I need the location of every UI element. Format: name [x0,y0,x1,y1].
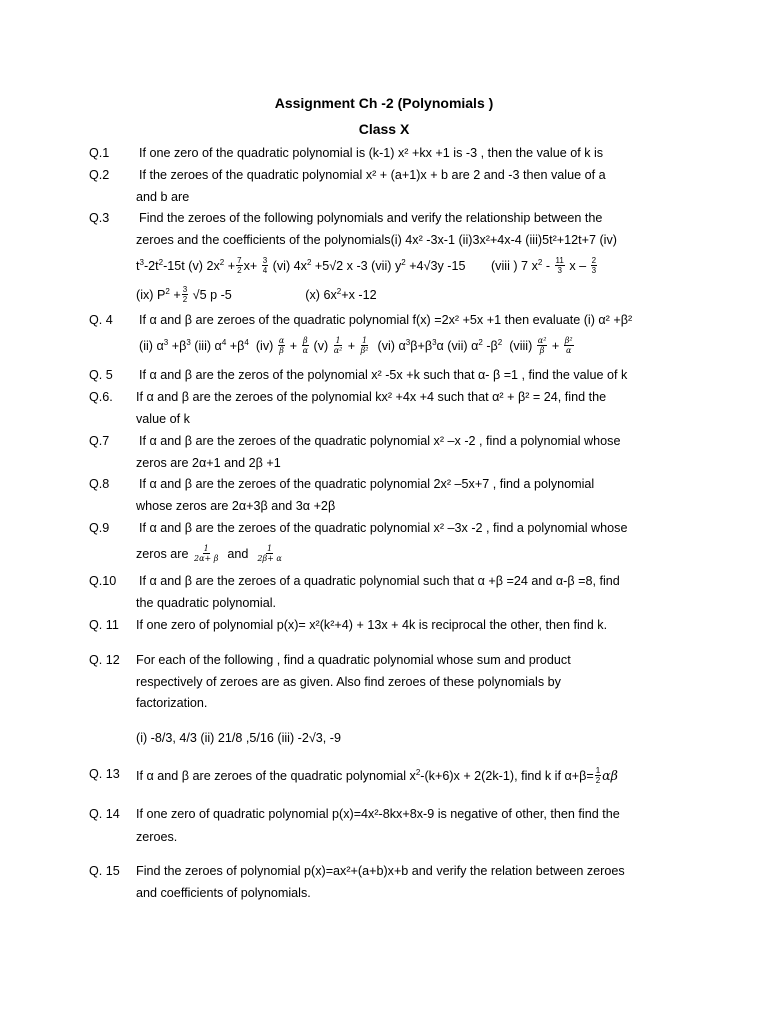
fraction-1-2alpha-beta: $\frac{1}{2\alpha+ \beta}$ [194,544,219,563]
question-text: If one zero of the quadratic polynomial is (k-1) x² +kx +1 is -3 , then the value of k is [139,146,604,160]
question-text: If α and β are the zeros of the polynomial x² -5x +k such that α- β =1 , find the value of k [139,368,628,382]
question-text: If α and β are the zeroes of the quadratic polynomial x² –x -2 , find a polynomial whose [139,434,621,448]
fraction-1-2: $\frac{1}{2}$ [595,766,601,785]
fraction-3-4: $\frac{3}{4}$ [262,256,268,275]
fraction-1-alpha2: $\frac{1}{\text{α²}}$ [333,336,343,355]
question-number: Q.1 [89,146,110,160]
fraction-beta-alpha: $\frac{\beta}{\alpha}$ [302,336,309,355]
question-text-math: If α and β are zeroes of the quadratic polynomial $x^2-(k+6)x + 2(2k-1)$, find k if α+β= $\frac{1}{2}$ αβ [136,766,618,785]
question-text: Find the zeroes of polynomial p(x)=ax²+(a+b)x+b and verify the relation between zeroes [136,864,625,878]
fraction-7-2: $\frac{7}{2}$ [237,256,242,275]
question-number: Q.7 [89,434,110,448]
question-text: zeros are 2α+1 and 2β +1 [136,456,281,470]
question-number: Q. 14 [89,807,120,821]
question-text: the quadratic polynomial. [136,596,277,610]
question-text: If α and β are the zeroes of the polynomial kx² +4x +4 such that α² + β² = 24, find the [136,390,607,404]
question-text: If α and β are the zeroes of the quadratic polynomial x² –3x -2 , find a polynomial whose [139,521,628,535]
question-text: (i) -8/3, 4/3 (ii) 21/8 ,5/16 (iii) -2√3, -9 [136,731,341,745]
fraction-11-3: $\frac{11}{3}$ [555,256,564,275]
question-text: respectively of zeroes are as given. Also find zeroes of these polynomials by [136,675,561,689]
question-number: Q. 12 [89,653,120,667]
fraction-2-3: $\frac{2}{3}$ [591,256,597,275]
question-number: Q.8 [89,477,110,491]
question-text: and b are [136,190,190,204]
fraction-1-beta2: $\frac{1}{\text{β²}}$ [360,336,369,355]
question-number: Q.9 [89,521,110,535]
page-subtitle: Class X [358,121,410,137]
question-text: If α and β are the zeroes of the quadratic polynomial 2x² –5x+7 , find a polynomial [139,477,595,491]
question-number: Q. 13 [89,767,120,781]
question-text: If the zeroes of the quadratic polynomial x² + (a+1)x + b are 2 and -3 then value of a [139,168,606,182]
question-text: If one zero of quadratic polynomial p(x)=4x²-8kx+8x-9 is negative of other, then find the [136,807,620,821]
fraction-alpha-beta: $\frac{\alpha}{\beta}$ [278,336,285,355]
fraction-beta2-alpha: $\frac{\text{β²}}{\alpha}$ [564,336,573,355]
question-text: and coefficients of polynomials. [136,886,311,900]
question-text-math: (ix) $P^2$ + $\frac{3}{2}$ √5 p -5 (x) $6x^2+x$ -12 [136,285,377,304]
question-number: Q.2 [89,168,110,182]
question-number: Q. 4 [89,313,113,327]
question-text: value of k [136,412,190,426]
question-text-math: (ii) $\alpha^3 +\beta^3$ (iii) $\alpha^4 +\beta^4$ (iv) $\frac{\alpha}{\beta}$ + $\frac{\beta}{\alpha}$ (v) $\frac{1}{\text{α²}}$ + $\frac{1}{\text{β²}}$ (vi) $\alpha^3\beta+\beta^3\alpha$ (vii) $\alpha^2$ $-\beta^2$ (viii) $\frac{\text{α²}}{\beta}$ + $\frac{\text{β²}}{\alpha}$ [139,336,573,355]
fraction-3-2: $\frac{3}{2}$ [182,285,188,304]
question-text: For each of the following , find a quadratic polynomial whose sum and product [136,653,571,667]
question-number: Q. 11 [89,618,119,632]
question-text: zeroes and the coefficients of the polynomials(i) 4x² -3x-1 (ii)3x²+4x-4 (iii)5t²+12t+7 (iv) [136,233,617,247]
question-number: Q.6. [89,390,113,404]
question-text: zeroes. [136,830,178,844]
question-text: If α and β are zeroes of the quadratic polynomial f(x) =2x² +5x +1 then evaluate (i) α² +β² [139,313,633,327]
question-text: If α and β are the zeroes of a quadratic polynomial such that α +β =24 and α-β =8, find [139,574,620,588]
question-number: Q. 15 [89,864,120,878]
question-text-math: zeros are $\frac{1}{2\alpha+ \beta}$ and $\frac{1}{2\beta+ \alpha}$ [136,544,282,563]
fraction-1-2beta-alpha: $\frac{1}{2\beta+ \alpha}$ [257,544,282,563]
question-text: Find the zeroes of the following polynomials and verify the relationship between the [139,211,603,225]
question-text: factorization. [136,696,208,710]
question-text-math: $t^3-2t^2-15t$ (v) $2x^2$ + $\frac{7}{2}$ x+ $\frac{3}{4}$ (vi) $4x^2 +5√2$ x -3 (vii) $y^2 +4√3y$ -15 (viii ) 7 $x^2$ - $\frac{11}{3}$ x – $\frac{2}{3}$ [136,256,597,275]
question-text: If one zero of polynomial p(x)= x²(k²+4) + 13x + 4k is reciprocal the other, then find k. [136,618,608,632]
question-number: Q.10 [89,574,117,588]
question-number: Q.3 [89,211,110,225]
question-text: whose zeros are 2α+3β and 3α +2β [136,499,336,513]
page-title: Assignment Ch -2 (Polynomials ) [274,95,494,111]
question-number: Q. 5 [89,368,113,382]
fraction-alpha2-beta: $\frac{\text{α²}}{\beta}$ [537,336,547,355]
